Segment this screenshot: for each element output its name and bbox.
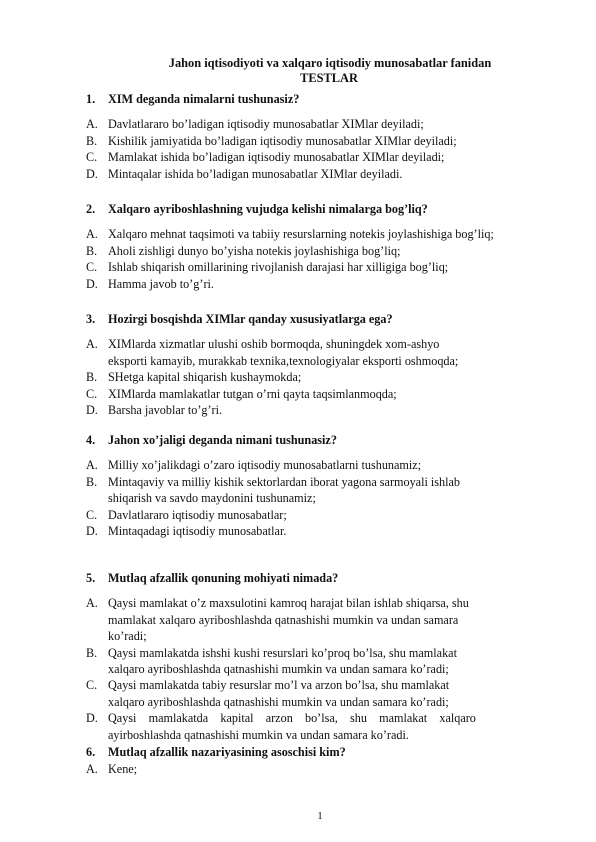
option-text: xalqaro ayriboshlashda qatnashishi mumkin va undan samara ko’radi;: [108, 662, 449, 677]
option-letter: C.: [86, 678, 98, 693]
question-text: Mutlaq afzallik qonuning mohiyati nimada?: [108, 571, 339, 585]
option-text: Ishlab shiqarish omillarining rivojlanish darajasi har xilligiga bog’liq;: [108, 260, 449, 275]
option-letter: A.: [86, 458, 98, 473]
page-number: 1: [317, 810, 323, 822]
answer-options: [86, 761, 556, 777]
question-number: 4.: [86, 433, 96, 447]
option-letter: A.: [86, 337, 98, 352]
answer-options: [86, 595, 556, 743]
answer-option: [86, 677, 556, 710]
option-text: Mintaqalar ishida bo’ladigan munosabatlar XIMlar deyiladi.: [108, 166, 403, 181]
option-text: SHetga kapital shiqarish kushaymokda;: [108, 370, 302, 385]
option-letter: C.: [86, 386, 98, 401]
answer-option: [86, 474, 556, 507]
option-letter: C.: [86, 150, 98, 165]
answer-option: [86, 595, 556, 644]
question-heading: [86, 91, 556, 107]
answer-option: [86, 645, 556, 678]
question-number: 1.: [86, 92, 96, 106]
option-text: Qaysi mamlakat o’z maxsulotini kamroq harajat bilan ishlab shiqarsa, shu: [108, 596, 469, 611]
option-text: Qaysi mamlakatda ishshi kushi resurslari ko’proq bo’lsa, shu mamlakat: [108, 645, 457, 660]
option-text: Aholi zishligi dunyo bo’yisha notekis joylashishiga bog’liq;: [108, 243, 401, 258]
option-text: Mintaqaviy va milliy kishik sektorlardan iborat yagona sarmoyali ishlab: [108, 474, 461, 489]
question-5: [86, 570, 556, 743]
option-letter: D.: [86, 403, 98, 418]
question-text: Mutlaq afzallik nazariyasining asoschisi kim?: [108, 745, 346, 759]
option-text: Kishilik jamiyatida bo’ladigan iqtisodiy munosabatlar XIMlar deyiladi;: [108, 133, 457, 148]
question-heading: [86, 570, 556, 586]
question-text: XIM deganda nimalarni tushunasiz?: [108, 92, 300, 106]
document-title: [0, 56, 596, 86]
answer-options: [86, 116, 556, 182]
answer-options: [86, 336, 556, 418]
option-text: Qaysi mamlakatda kapital arzon bo’lsa, shu mamlakat xalqaro: [108, 711, 476, 726]
option-text: ayirboshlashda qatnashishi mumkin va undan samara ko’radi.: [108, 727, 409, 742]
option-text: Milliy xo’jalikdagi o’zaro iqtisodiy munosabatlarni tushunamiz;: [108, 458, 422, 473]
option-text: Qaysi mamlakatda tabiy resurslar mo’l va arzon bo’lsa, shu mamlakat: [108, 678, 450, 693]
question-number: 2.: [86, 202, 96, 216]
answer-option: [86, 402, 556, 418]
answer-option: [86, 226, 556, 242]
answer-option: [86, 710, 556, 743]
option-letter: C.: [86, 507, 98, 522]
option-text: XIMlarda xizmatlar ulushi oshib bormoqda, shuningdek xom-ashyo: [108, 337, 440, 352]
question-3: [86, 311, 556, 418]
option-text: Mintaqadagi iqtisodiy munosabatlar.: [108, 524, 287, 539]
option-letter: A.: [86, 762, 98, 777]
question-text: Hozirgi bosqishda XIMlar qanday xususiyatlarga ega?: [108, 312, 393, 326]
option-letter: A.: [86, 117, 98, 132]
question-6: [86, 744, 556, 778]
option-text: Davlatlararo bo’ladigan iqtisodiy munosabatlar XIMlar deyiladi;: [108, 117, 424, 132]
option-letter: B.: [86, 370, 98, 385]
option-text: Barsha javoblar to’g’ri.: [108, 403, 223, 418]
answer-option: [86, 523, 556, 539]
option-letter: D.: [86, 524, 98, 539]
question-text: Jahon xo’jaligi deganda nimani tushunasiz?: [108, 433, 337, 447]
option-letter: A.: [86, 227, 98, 242]
question-number: 3.: [86, 312, 96, 326]
option-letter: A.: [86, 596, 98, 611]
option-text: XIMlarda mamlakatlar tutgan o’rni qayta taqsimlanmoqda;: [108, 386, 397, 401]
option-letter: D.: [86, 276, 98, 291]
question-heading: [86, 311, 556, 327]
question-1: [86, 91, 556, 182]
answer-option: [86, 507, 556, 523]
option-text: Xalqaro mehnat taqsimoti va tabiiy resurslarning notekis joylashishiga bog’liq;: [108, 227, 494, 242]
option-letter: C.: [86, 260, 98, 275]
question-heading: [86, 201, 556, 217]
answer-option: [86, 336, 556, 369]
question-number: 6.: [86, 745, 96, 759]
question-text: Xalqaro ayriboshlashning vujudga kelishi nimalarga bog’liq?: [108, 202, 428, 216]
title-line: Jahon iqtisodiyoti va xalqaro iqtisodiy munosabatlar fanidan: [168, 56, 492, 70]
subtitle-line: TESTLAR: [300, 71, 358, 85]
option-text: mamlakat xalqaro ayriboshlashda qatnashishi mumkin va undan samara: [108, 612, 459, 627]
answer-option: [86, 457, 556, 473]
option-text: Kene;: [108, 762, 138, 777]
option-text: Hamma javob to’g’ri.: [108, 276, 214, 291]
option-letter: D.: [86, 711, 98, 726]
answer-option: [86, 276, 556, 292]
option-letter: B.: [86, 645, 98, 660]
answer-option: [86, 243, 556, 259]
option-text: ko’radi;: [108, 629, 147, 644]
answer-option: [86, 116, 556, 132]
answer-options: [86, 226, 556, 292]
question-number: 5.: [86, 571, 96, 585]
answer-option: [86, 166, 556, 182]
answer-option: [86, 761, 556, 777]
option-letter: B.: [86, 474, 98, 489]
question-heading: [86, 432, 556, 448]
option-letter: B.: [86, 243, 98, 258]
answer-option: [86, 386, 556, 402]
option-text: eksporti kamayib, murakkab texnika,texnologiyalar eksporti oshmoqda;: [108, 353, 459, 368]
answer-option: [86, 369, 556, 385]
answer-option: [86, 133, 556, 149]
option-letter: D.: [86, 166, 98, 181]
option-text: shiqarish va savdo maydonini tushunamiz;: [108, 491, 316, 506]
question-heading: [86, 744, 556, 760]
option-text: xalqaro ayriboshlashda qatnashishi mumkin va undan samara ko’radi;: [108, 694, 449, 709]
question-4: [86, 432, 556, 539]
option-letter: B.: [86, 133, 98, 148]
question-2: [86, 201, 556, 292]
option-text: Mamlakat ishida bo’ladigan iqtisodiy munosabatlar XIMlar deyiladi;: [108, 150, 445, 165]
answer-option: [86, 259, 556, 275]
option-text: Davlatlararo iqtisodiy munosabatlar;: [108, 507, 287, 522]
answer-options: [86, 457, 556, 539]
answer-option: [86, 149, 556, 165]
